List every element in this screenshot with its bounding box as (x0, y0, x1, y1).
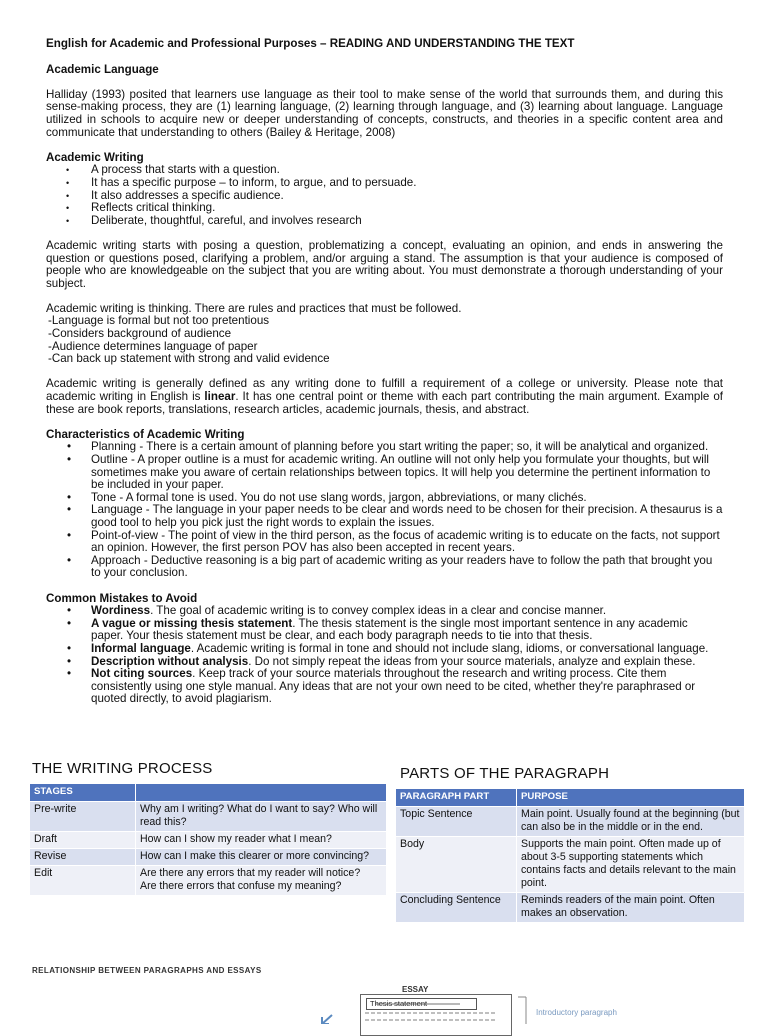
table-cell: Are there any errors that my reader will notice? Are there errors that confuse my meaning? (136, 866, 387, 896)
table-row (30, 849, 386, 866)
table-row (396, 837, 744, 893)
bullet-icon: • (67, 654, 72, 668)
thesis-statement-box: Thesis statement (366, 998, 477, 1010)
list-item: • Reflects critical thinking. (66, 201, 216, 215)
mistakes-list (46, 605, 723, 706)
table-cell: Edit (30, 866, 136, 896)
table-cell: Concluding Sentence (396, 893, 517, 923)
table-cell: Draft (30, 832, 136, 849)
paragraph-parts-figure (396, 765, 744, 923)
list-item: • Point-of-view - The point of view in the third person, as the focus of academic writing is to educate on the facts, not support an opinion. However, the first person POV has also been accepted in recent years. (67, 528, 720, 555)
document-body (46, 38, 723, 706)
writing-process-table (30, 784, 386, 896)
table-header-row (396, 789, 744, 807)
academic-writing-paragraph-2: Academic writing is thinking. There are rules and practices that must be followed. (46, 301, 462, 315)
arrow-icon (322, 1015, 332, 1024)
table-row (30, 866, 386, 896)
bullet-icon: • (67, 453, 72, 466)
list-item: • Informal language. Academic writing is formal in tone and should not include slang, idioms, or conversational language. (67, 641, 709, 655)
list-item: • Outline - A proper outline is a must for academic writing. An outline will not only help you formulate your thoughts, but will sometimes make you aware of certain relationships between topics. It will help you determine the pertinent information to be included in your paper. (67, 453, 711, 492)
section-heading-characteristics: Characteristics of Academic Writing (46, 427, 245, 441)
bullet-icon: • (67, 440, 72, 454)
writing-process-figure (30, 760, 386, 896)
dash-item: -Considers background of audience (48, 327, 232, 341)
table-cell: Main point. Usually found at the beginning (but can also be in the middle or in the end. (517, 807, 745, 837)
section-heading-academic-writing: Academic Writing (46, 150, 144, 164)
list-item: • Description without analysis. Do not simply repeat the ideas from your source materials, analyze and explain these. (67, 654, 696, 668)
bullet-icon: • (67, 641, 72, 655)
bullet-icon: • (66, 215, 70, 226)
table-header-cell: PURPOSE (517, 789, 745, 807)
table-row (30, 802, 386, 832)
diagram-lines (300, 995, 560, 1024)
document-title: English for Academic and Professional Purposes – READING AND UNDERSTANDING THE TEXT (46, 37, 575, 50)
table-cell: Supports the main point. Often made up of about 3-5 supporting statements which contains facts and details relevant to the main point. (517, 837, 745, 893)
bullet-icon: • (66, 165, 70, 176)
table-header-row (30, 784, 386, 802)
list-item: • A vague or missing thesis statement. The thesis statement is the single most important sentence in any academic paper. Your thesis statement must be clear, and each body paragraph needs to tie into that thesis. (67, 616, 688, 643)
relationship-diagram-title: RELATIONSHIP BETWEEN PARAGRAPHS AND ESSAYS (32, 966, 262, 975)
academic-writing-paragraph-3: Academic writing is generally defined as any writing done to fulfill a requirement of a college or university. Please note that academic writing in English is linear. It has one central point or theme with each part contributing the main argument. Example of these are book reports, translations, research articles, academic journals, thesis, and abstract. (46, 377, 723, 416)
table-cell: How can I show my reader what I mean? (136, 832, 387, 849)
table-cell: Why am I writing? What do I want to say? Who will read this? (136, 802, 387, 832)
bullet-icon: • (67, 604, 72, 618)
table-row (30, 832, 386, 849)
list-item: • Language - The language in your paper needs to be clear and words need to be chosen for their precision. A thesaurus is a good tool to help you pick just the right words to explain the issues. (67, 503, 723, 529)
table-row (396, 893, 744, 923)
academic-language-paragraph: Halliday (1993) posited that learners use language as their tool to make sense of the world that surrounds them, and during this sense-making process, they are (1) learning language, (2) learning through language, and (3) learning about language. Language utilized in schools to acquire new or deeper understanding of concepts, constructs, and theories in a specific content area and communicate that understanding to others (Bailey & Heritage, 2008) (46, 87, 723, 139)
table-cell: Revise (30, 849, 136, 866)
table-header-cell (136, 784, 387, 802)
academic-writing-list (46, 164, 723, 227)
table-cell: How can I make this clearer or more convincing? (136, 849, 387, 866)
list-item: • It also addresses a specific audience. (66, 188, 284, 202)
list-item: • Deliberate, thoughtful, careful, and involves research (66, 213, 362, 227)
list-item: • Planning - There is a certain amount of planning before you start writing the paper; so, it will be analytical and organized. (67, 440, 709, 454)
bullet-icon: • (66, 177, 70, 188)
bullet-icon: • (67, 528, 72, 542)
characteristics-list (46, 441, 723, 580)
writing-process-heading: THE WRITING PROCESS (32, 760, 213, 777)
dash-item: -Audience determines language of paper (48, 339, 258, 353)
introductory-paragraph-label: Introductory paragraph (536, 1008, 617, 1017)
dash-item: -Language is formal but not too pretentious (48, 314, 270, 328)
bullet-icon: • (67, 490, 72, 504)
table-cell: Topic Sentence (396, 807, 517, 837)
list-item: • Approach - Deductive reasoning is a big part of academic writing as your readers have to follow the path that brought you to your conclusion. (67, 553, 713, 580)
bullet-icon: • (67, 553, 72, 567)
academic-writing-paragraph-1: Academic writing starts with posing a question, problematizing a concept, evaluating an opinion, and ends in answering the question or questions posed, clarifying a problem, and/or arguing a stand. The assumption is that your audience is composed of people who are knowledgeable on the subject that you are writing about. You must demonstrate a thorough understanding of your subject. (46, 238, 723, 290)
section-heading-mistakes: Common Mistakes to Avoid (46, 591, 198, 605)
bullet-icon: • (67, 667, 72, 681)
paragraph-parts-table (396, 789, 744, 923)
dash-item: -Can back up statement with strong and valid evidence (48, 352, 330, 366)
table-row (396, 807, 744, 837)
list-item: • Tone - A formal tone is used. You do not use slang words, jargon, abbreviations, or many clichés. (67, 490, 587, 504)
table-cell: Pre-write (30, 802, 136, 832)
list-item: • It has a specific purpose – to inform, to argue, and to persuade. (66, 175, 417, 189)
list-item: • Not citing sources. Keep track of your source materials throughout the research and writing process. Cite them consistently using one style manual. Any ideas that are not your own need to be cited, whether they're paraphrased or quoted directly, to avoid plagiarism. (67, 667, 696, 706)
bullet-icon: • (67, 503, 72, 517)
table-header-cell: PARAGRAPH PART (396, 789, 517, 807)
bullet-icon: • (67, 616, 72, 630)
table-header-cell: STAGES (30, 784, 136, 802)
essay-label: ESSAY (402, 985, 429, 994)
list-item: • Wordiness. The goal of academic writing is to convey complex ideas in a clear and concise manner. (67, 604, 607, 618)
table-cell: Reminds readers of the main point. Often makes an observation. (517, 893, 745, 923)
bullet-icon: • (66, 190, 70, 201)
list-item: • A process that starts with a question. (66, 163, 280, 177)
section-heading-academic-language: Academic Language (46, 62, 159, 76)
paragraph-parts-heading: PARTS OF THE PARAGRAPH (400, 765, 610, 782)
bullet-icon: • (66, 203, 70, 214)
table-cell: Body (396, 837, 517, 893)
